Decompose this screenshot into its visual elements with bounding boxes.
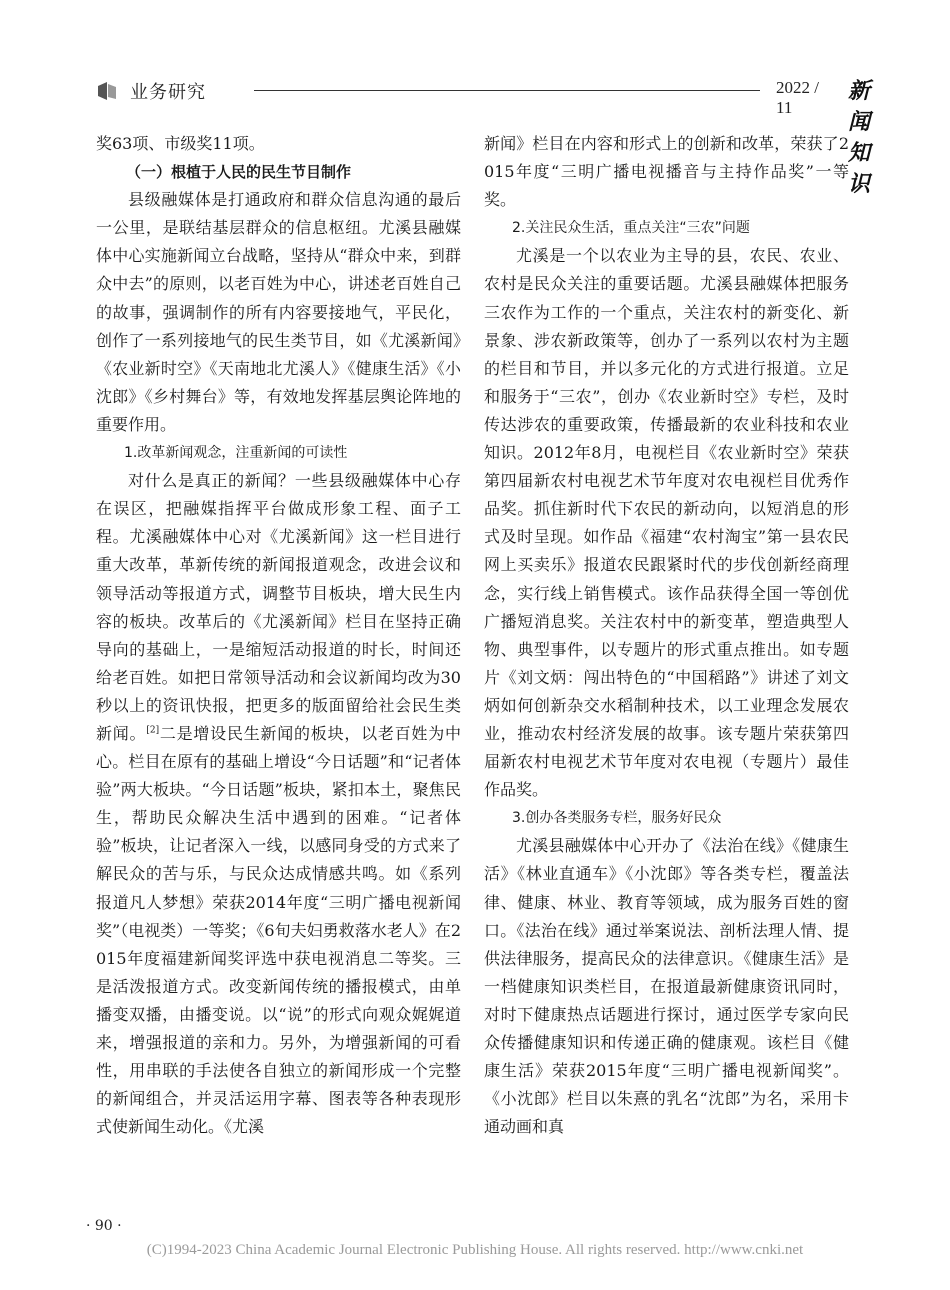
subsection-heading: 3.创办各类服务专栏，服务好民众 (512, 810, 722, 827)
copyright-notice: (C)1994-2023 China Academic Journal Electronic Publishing House. All rights reserved. http://www.cnki.net (146, 1242, 804, 1258)
header-rule (254, 90, 760, 91)
paragraph: 奖63项、市级奖11项。 (96, 134, 265, 153)
paragraph: 新闻》栏目在内容和形式上的创新和改革，荣获了2015年度“三明广播电视播音与主持作品奖”一等奖。 (484, 134, 849, 210)
paragraph-text: 对什么是真正的新闻？一些县级融媒体中心存在误区，把融媒指挥平台做成形象工程、面子工程。尤溪融媒体中心对《尤溪新闻》这一栏目进行重大改革，革新传统的新闻报道观念，改进会议和领导活动等报道方式，调整节目板块，增大民生内容的板块。改革后的《尤溪新闻》栏目在坚持正确导向的基础上，一是缩短活动报道的时长，时间还给老百姓。如把日常领导活动和会议新闻均改为30秒以上的资讯快报，把更多的版面留给社会民生类新闻。 (96, 471, 461, 743)
paragraph-text: 二是增设民生新闻的板块，以老百姓为中心。栏目在原有的基础上增设“今日话题”和“记者体验”两大板块。“今日话题”板块，紧扣本土，聚焦民生，帮助民众解决生活中遇到的困难。“记者体验”板块，让记者深入一线，以感同身受的方式来了解民众的苦与乐，与民众达成情感共鸣。如《系列报道凡人梦想》荣获2014年度“三明广播电视新闻奖”（电视类）一等奖；《6旬夫妇勇救落水老人》在2015年度福建新闻奖评选中获电视消息二等奖。三是活泼报道方式。改变新闻传统的播报模式，由单播变双播，由播变说。以“说”的形式向观众娓娓道来，增强报道的亲和力。另外，为增强新闻的可看性，用串联的手法使各自独立的新闻形成一个完整的新闻组合，并灵活运用字幕、图表等各种表现形式使新闻生动化。《尤溪 (96, 723, 461, 1137)
page-number: · 90 · (86, 1218, 122, 1234)
section-label: 业务研究 (130, 82, 206, 103)
section-heading: （一）根植于人民的民生节目制作 (126, 163, 352, 182)
paragraph: 县级融媒体是打通政府和群众信息沟通的最后一公里，是联结基层群众的信息枢纽。尤溪县融媒体中心实施新闻立台战略，坚持从“群众中来，到群众中去”的原则，以老百姓为中心，讲述老百姓自己的故事，强调制作的所有内容要接地气，平民化，创作了一系列接地气的民生类节目，如《尤溪新闻》《农业新时空》《天南地北尤溪人》《健康生活》《小沈郎》《乡村舞台》等，有效地发挥基层舆论阵地的重要作用。 (96, 190, 461, 434)
subsection-heading: 2.关注民众生活，重点关注“三农”问题 (512, 220, 750, 237)
journal-logo: 新闻知识 (848, 78, 873, 197)
left-column (96, 130, 461, 1141)
right-column (484, 130, 849, 1141)
subsection-heading: 1.改革新闻观念，注重新闻的可读性 (124, 445, 348, 462)
paragraph (96, 467, 461, 1141)
paragraph: 尤溪是一个以农业为主导的县，农民、农业、农村是民众关注的重要话题。尤溪县融媒体把服务三农作为工作的一个重点，关注农村的新变化、新景象、涉农新政策等，创办了一系列以农村为主题的栏目和节目，并以多元化的方式进行报道。立足和服务于“三农”，创办《农业新时空》专栏，及时传达涉农的重要政策，传播最新的农业科技和农业知识。2012年8月，电视栏目《农业新时空》荣获第四届新农村电视艺术节年度对农电视栏目优秀作品奖。抓住新时代下农民的新动向，以短消息的形式及时呈现。如作品《福建“农村淘宝”第一县农民网上买卖乐》报道农民跟紧时代的步伐创新经商理念，实行线上销售模式。该作品获得全国一等创优广播短消息奖。关注农村中的新变革，塑造典型人物、典型事件，以专题片的形式重点推出。如专题片《刘文炳：闯出特色的“中国稻路”》讲述了刘文炳如何创新杂交水稻制种技术，以工业理念发展农业，推动农村经济发展的故事。该专题片荣获第四届新农村电视艺术节年度对农电视（专题片）最佳作品奖。 (484, 246, 849, 800)
paragraph: 尤溪县融媒体中心开办了《法治在线》《健康生活》《林业直通车》《小沈郎》等各类专栏，覆盖法律、健康、林业、教育等领域，成为服务百姓的窗口。《法治在线》通过举案说法、剖析法理人情、提供法律服务，提高民众的法律意识。《健康生活》是一档健康知识类栏目，在报道最新健康资讯同时，对时下健康热点话题进行探讨，通过医学专家向民众传播健康知识和传递正确的健康观。该栏目《健康生活》荣获2015年度“三明广播电视新闻奖”。《小沈郎》栏目以朱熹的乳名“沈郎”为名，采用卡通动画和真 (484, 836, 849, 1137)
footnote-ref[interactable]: [2] (146, 725, 160, 736)
section-logo-icon (96, 80, 118, 102)
issue-label: 2022 / 11 (776, 78, 819, 117)
